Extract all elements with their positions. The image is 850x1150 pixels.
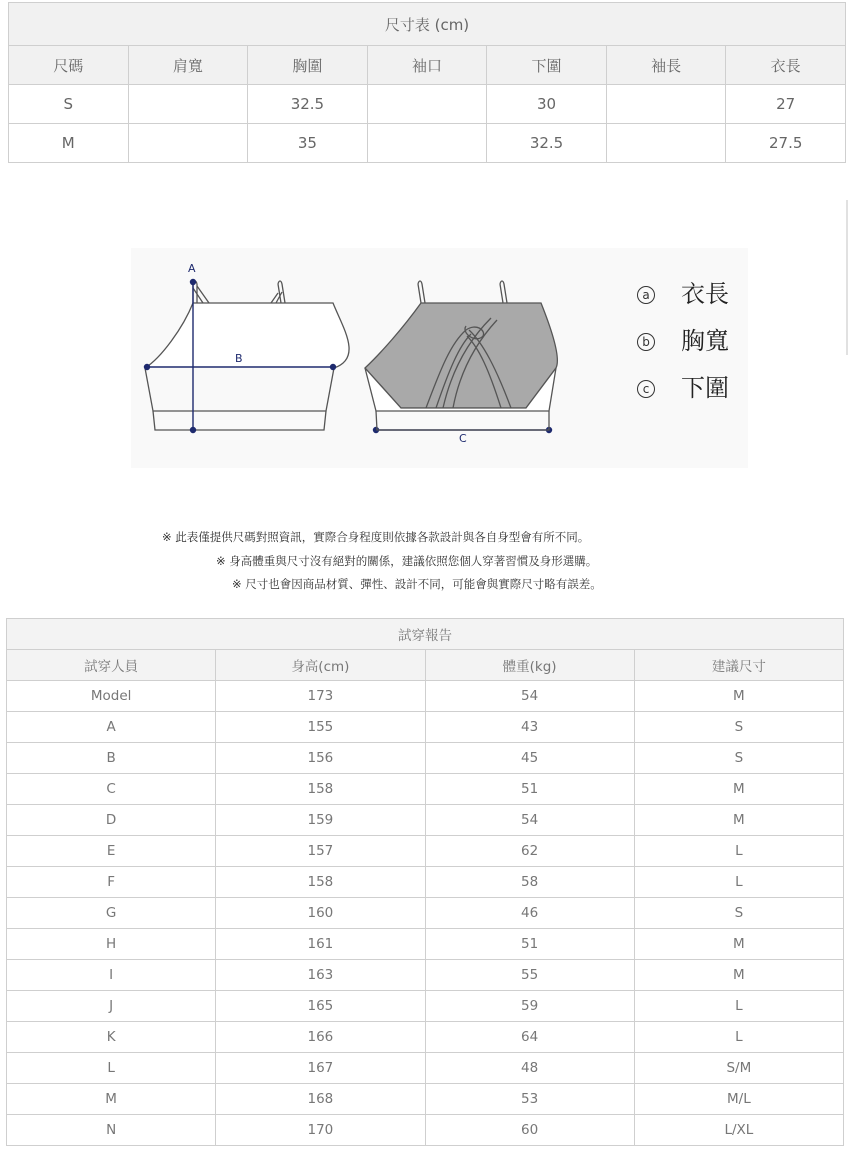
header-hem: 下圍 [487, 46, 607, 85]
try-on-body [7, 681, 844, 1146]
table-row [7, 1084, 844, 1115]
note-1: ※ 此表僅提供尺碼對照資訊，實際合身程度則依據各款設計與各自身型會有所不同。 [162, 530, 590, 544]
table-cell: L [7, 1053, 216, 1084]
table-cell: 157 [216, 836, 425, 867]
try-on-header-row [7, 650, 844, 681]
table-cell: 45 [425, 743, 634, 774]
table-row [9, 85, 846, 124]
table-cell: S [9, 85, 129, 124]
legend-text: 下圍 [681, 374, 729, 402]
scrollbar-divider [846, 200, 848, 355]
table-cell: 161 [216, 929, 425, 960]
note-2: ※ 身高體重與尺寸沒有絕對的關係，建議依照您個人穿著習慣及身形選購。 [216, 554, 598, 568]
table-cell: A [7, 712, 216, 743]
table-row [7, 805, 844, 836]
table-row [7, 1115, 844, 1146]
size-table [8, 2, 846, 163]
try-on-table [6, 618, 844, 1146]
table-row [7, 743, 844, 774]
header-cuff: 袖口 [367, 46, 487, 85]
table-cell: 58 [425, 867, 634, 898]
header-height: 身高(cm) [216, 650, 425, 681]
table-cell: M [634, 805, 843, 836]
table-cell: 166 [216, 1022, 425, 1053]
note-3: ※ 尺寸也會因商品材質、彈性、設計不同，可能會與實際尺寸略有誤差。 [232, 577, 602, 591]
table-cell: 43 [425, 712, 634, 743]
table-row [7, 867, 844, 898]
table-cell: H [7, 929, 216, 960]
table-cell: 54 [425, 681, 634, 712]
table-cell: 59 [425, 991, 634, 1022]
header-person: 試穿人員 [7, 650, 216, 681]
table-cell: 168 [216, 1084, 425, 1115]
table-cell: M [7, 1084, 216, 1115]
table-cell [367, 124, 487, 163]
table-cell: M/L [634, 1084, 843, 1115]
table-row [7, 960, 844, 991]
table-cell: 27 [726, 85, 846, 124]
table-cell: 53 [425, 1084, 634, 1115]
table-cell: M [634, 960, 843, 991]
table-cell: M [634, 774, 843, 805]
table-row [7, 1022, 844, 1053]
table-row [9, 124, 846, 163]
table-cell: M [634, 681, 843, 712]
marker-c: c [637, 380, 655, 398]
table-cell: S [634, 743, 843, 774]
label-b: B [235, 352, 243, 365]
table-cell: L [634, 1022, 843, 1053]
table-cell [128, 124, 248, 163]
table-cell: G [7, 898, 216, 929]
table-cell: M [634, 929, 843, 960]
front-view [145, 281, 349, 430]
table-cell [128, 85, 248, 124]
table-cell: S [634, 898, 843, 929]
legend-item-chest [637, 321, 729, 356]
table-cell: 32.5 [248, 85, 368, 124]
table-row [7, 774, 844, 805]
header-chest: 胸圍 [248, 46, 368, 85]
table-cell: E [7, 836, 216, 867]
table-cell: 62 [425, 836, 634, 867]
table-row [7, 836, 844, 867]
header-length: 衣長 [726, 46, 846, 85]
table-cell: L [634, 867, 843, 898]
table-cell: 173 [216, 681, 425, 712]
garment-diagram [131, 248, 748, 468]
table-cell: 27.5 [726, 124, 846, 163]
size-table-title: 尺寸表 (cm) [9, 3, 846, 46]
table-cell [606, 124, 726, 163]
table-cell: 165 [216, 991, 425, 1022]
table-row [7, 991, 844, 1022]
header-shoulder: 肩寬 [128, 46, 248, 85]
label-c: C [459, 432, 467, 445]
table-cell [367, 85, 487, 124]
legend-text: 衣長 [681, 280, 729, 308]
table-row [7, 681, 844, 712]
table-cell: J [7, 991, 216, 1022]
table-cell: S [634, 712, 843, 743]
size-table-header-row [9, 46, 846, 85]
header-suggested-size: 建議尺寸 [634, 650, 843, 681]
table-row [7, 1053, 844, 1084]
table-cell: C [7, 774, 216, 805]
table-row [7, 898, 844, 929]
table-cell: 167 [216, 1053, 425, 1084]
table-cell: 51 [425, 774, 634, 805]
table-cell: L [634, 991, 843, 1022]
table-cell: 48 [425, 1053, 634, 1084]
header-size: 尺碼 [9, 46, 129, 85]
table-row [7, 712, 844, 743]
table-cell: K [7, 1022, 216, 1053]
legend-text: 胸寬 [681, 327, 729, 355]
table-cell: I [7, 960, 216, 991]
table-cell: 64 [425, 1022, 634, 1053]
table-cell: 35 [248, 124, 368, 163]
marker-b: b [637, 333, 655, 351]
legend-item-hem [637, 368, 729, 403]
table-cell: B [7, 743, 216, 774]
table-cell [606, 85, 726, 124]
table-cell: 170 [216, 1115, 425, 1146]
table-cell: 159 [216, 805, 425, 836]
table-cell: 51 [425, 929, 634, 960]
table-cell: 163 [216, 960, 425, 991]
header-sleeve: 袖長 [606, 46, 726, 85]
table-cell: F [7, 867, 216, 898]
header-weight: 體重(kg) [425, 650, 634, 681]
table-cell: 55 [425, 960, 634, 991]
table-cell: 156 [216, 743, 425, 774]
table-cell: 158 [216, 774, 425, 805]
try-on-title: 試穿報告 [7, 619, 844, 650]
table-cell: 160 [216, 898, 425, 929]
table-cell: 158 [216, 867, 425, 898]
table-cell: 32.5 [487, 124, 607, 163]
table-cell: N [7, 1115, 216, 1146]
table-cell: 54 [425, 805, 634, 836]
table-cell: 60 [425, 1115, 634, 1146]
table-row [7, 929, 844, 960]
table-cell: 155 [216, 712, 425, 743]
marker-a: a [637, 286, 655, 304]
table-cell: L/XL [634, 1115, 843, 1146]
table-cell: 46 [425, 898, 634, 929]
table-cell: L [634, 836, 843, 867]
label-a: A [188, 262, 196, 275]
table-cell: M [9, 124, 129, 163]
back-view [365, 281, 557, 430]
table-cell: Model [7, 681, 216, 712]
table-cell: S/M [634, 1053, 843, 1084]
table-cell: D [7, 805, 216, 836]
table-cell: 30 [487, 85, 607, 124]
legend-item-length [637, 274, 729, 309]
